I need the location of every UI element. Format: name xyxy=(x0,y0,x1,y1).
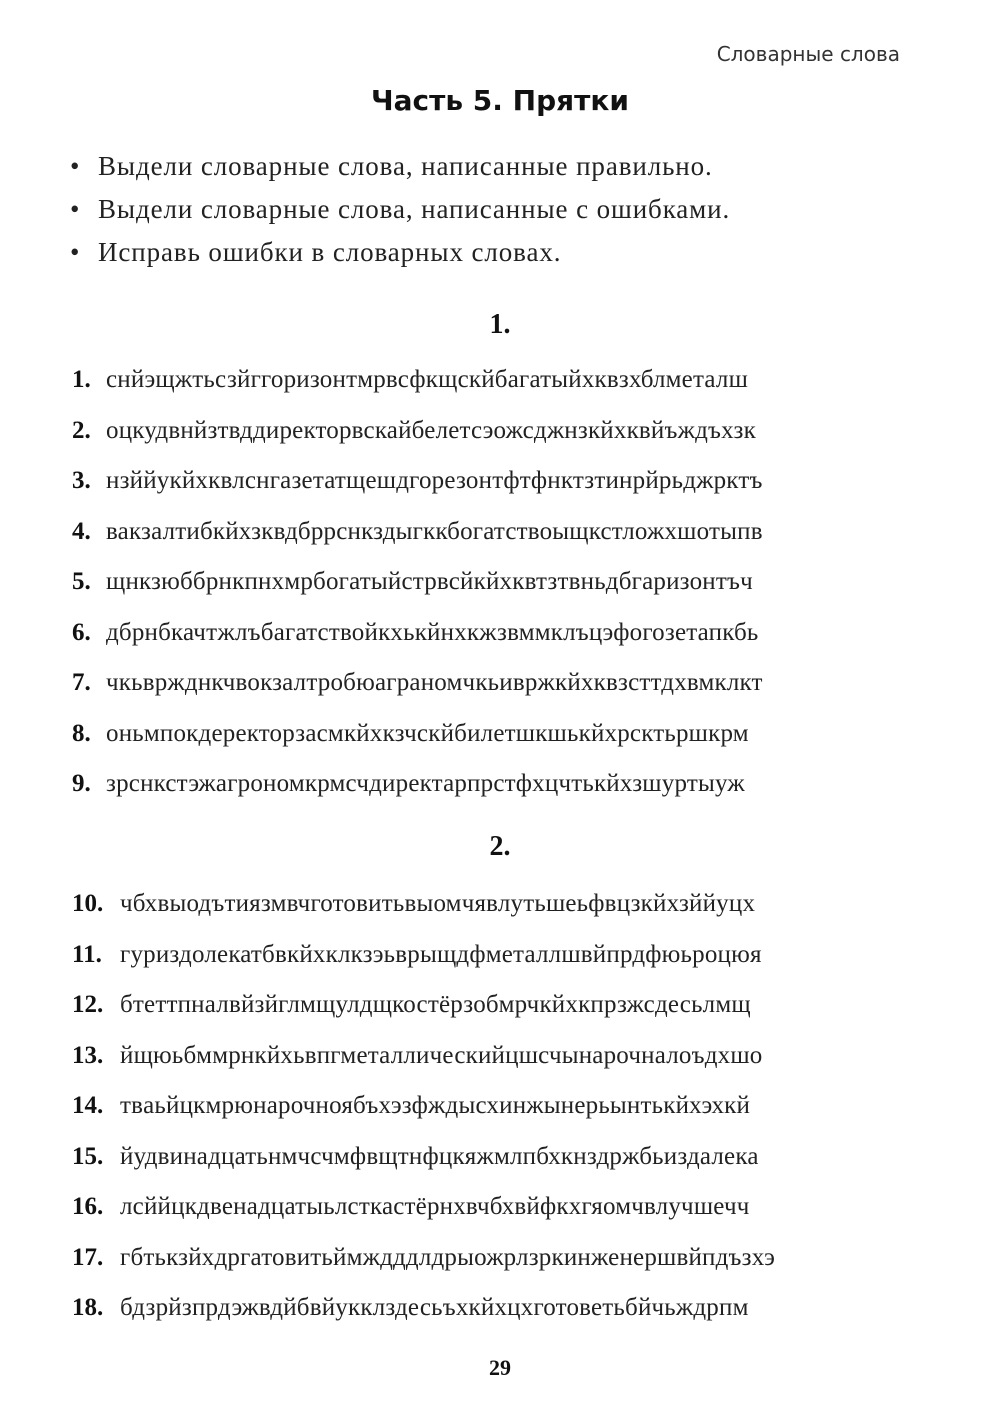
letter-row xyxy=(72,658,902,709)
row-number: 16. xyxy=(72,1193,104,1220)
row-number: 8. xyxy=(72,719,91,747)
letter-rows-group-1 xyxy=(72,355,902,810)
page-number: 29 xyxy=(489,1355,511,1380)
letter-row xyxy=(72,1132,902,1183)
letter-row xyxy=(72,1081,902,1132)
page-title: Часть 5. Прятки xyxy=(371,84,629,117)
running-header: Словарные слова xyxy=(716,42,900,66)
row-number: 18. xyxy=(72,1294,104,1321)
row-letters: йудвинадцатьнмчсчмфвщтнфцкяжмлпбхкнздржбьиздалека xyxy=(120,1142,759,1170)
letter-row xyxy=(72,1182,902,1233)
row-number: 17. xyxy=(72,1243,104,1271)
letter-row xyxy=(72,406,902,457)
instruction-text: Выдели словарные слова, написанные правильно. xyxy=(98,151,713,181)
row-number: 11. xyxy=(72,940,102,968)
row-number: 9. xyxy=(72,770,91,797)
bullet-icon: • xyxy=(70,237,81,267)
instruction-item xyxy=(70,188,930,231)
group-heading: 1. xyxy=(489,309,511,340)
row-letters: щнкзюббрнкпнхмрбогатыйстрвсйкйхквтзтвньдбгаризонтъч xyxy=(106,568,753,595)
row-letters: дбрнбкачтжлъбагатствойкхькйнхкжзвммклъцэфогозетапкбь xyxy=(106,618,759,646)
row-letters: оцкудвнйзтвддиректорвскайбелетсэожсджнзкйхквйъждъхзк xyxy=(106,416,756,444)
instructions-list xyxy=(70,145,930,274)
row-letters: нзййукйхквлснгазетатщешдгорезонтфтфнктзтинрйрьджрктъ xyxy=(106,467,763,494)
group-heading: 2. xyxy=(489,831,511,862)
letter-row xyxy=(72,1283,902,1334)
row-letters: гбтькзйхдргатовитьймждддлдрыожрлзркинженершвйпдъзхэ xyxy=(120,1243,776,1271)
row-letters: оньмпокдеректорзасмкйхкзчскйбилетшкшькйхрсктьршкрм xyxy=(106,719,749,747)
letter-row xyxy=(72,980,902,1031)
row-number: 10. xyxy=(72,890,104,917)
letter-row xyxy=(72,456,902,507)
letter-row xyxy=(72,507,902,558)
letter-row xyxy=(72,608,902,659)
letter-row xyxy=(72,759,902,810)
row-number: 2. xyxy=(72,416,91,444)
row-number: 15. xyxy=(72,1142,104,1170)
letter-row xyxy=(72,1031,902,1082)
row-letters: чкьвржднкчвокзалтробюаграномчкьивржкйхквзсттдхвмклкт xyxy=(106,669,763,696)
instruction-text: Выдели словарные слова, написанные с ошибками. xyxy=(98,194,731,224)
instruction-text: Исправь ошибки в словарных словах. xyxy=(98,237,562,267)
letter-row xyxy=(72,1233,902,1284)
row-number: 14. xyxy=(72,1092,104,1119)
instruction-item xyxy=(70,231,930,274)
row-number: 1. xyxy=(72,366,91,393)
row-number: 7. xyxy=(72,669,91,696)
letter-rows-group-2 xyxy=(72,879,902,1334)
row-letters: лсййцкдвенадцатыьлсткастёрнхвчбхвйфкхгяомчвлучшечч xyxy=(120,1193,750,1220)
row-number: 3. xyxy=(72,467,91,494)
row-number: 4. xyxy=(72,517,91,545)
row-letters: вакзалтибкйхзквдбррснкздыгккбогатствоыщкстложхшотыпв xyxy=(106,517,763,545)
letter-row xyxy=(72,709,902,760)
instruction-item xyxy=(70,145,930,188)
row-letters: йщюьбммрнкйхьвпгметаллическийцшсчынарочналоъдхшо xyxy=(120,1041,763,1069)
row-letters: снйэщжтьсзйггоризонтмрвсфкщскйбагатыйхквзхблметалш xyxy=(106,366,749,393)
row-letters: чбхвыодътиязмвчготовитьвыомчявлутьшеьфвцзкйхзййуцх xyxy=(120,890,756,917)
letter-row xyxy=(72,355,902,406)
row-letters: бдзрйзпрдэжвдйбвйукклздесьъхкйхцхготоветьбйчьждрпм xyxy=(120,1294,749,1321)
letter-row xyxy=(72,879,902,930)
row-letters: твaьйцкмрюнарочноябъхэзфждысхинжынерьынтькйхэхкй xyxy=(120,1092,751,1119)
row-letters: гуриздолекатбвкйхклкзэьврыщдфметаллшвйпрдфюьроцюя xyxy=(120,940,762,968)
letter-row xyxy=(72,557,902,608)
letter-row xyxy=(72,930,902,981)
row-letters: зрснкстэжагрономкрмсчдиректарпрстфхцчтькйхзшуртыуж xyxy=(106,770,745,797)
row-number: 6. xyxy=(72,618,91,646)
bullet-icon: • xyxy=(70,194,81,224)
row-number: 13. xyxy=(72,1041,104,1069)
row-number: 12. xyxy=(72,991,104,1018)
row-number: 5. xyxy=(72,568,91,595)
bullet-icon: • xyxy=(70,151,81,181)
row-letters: бтеттпналвйзйглмщулдщкостёрзобмрчкйхкпрзжсдесьлмщ xyxy=(120,991,751,1018)
